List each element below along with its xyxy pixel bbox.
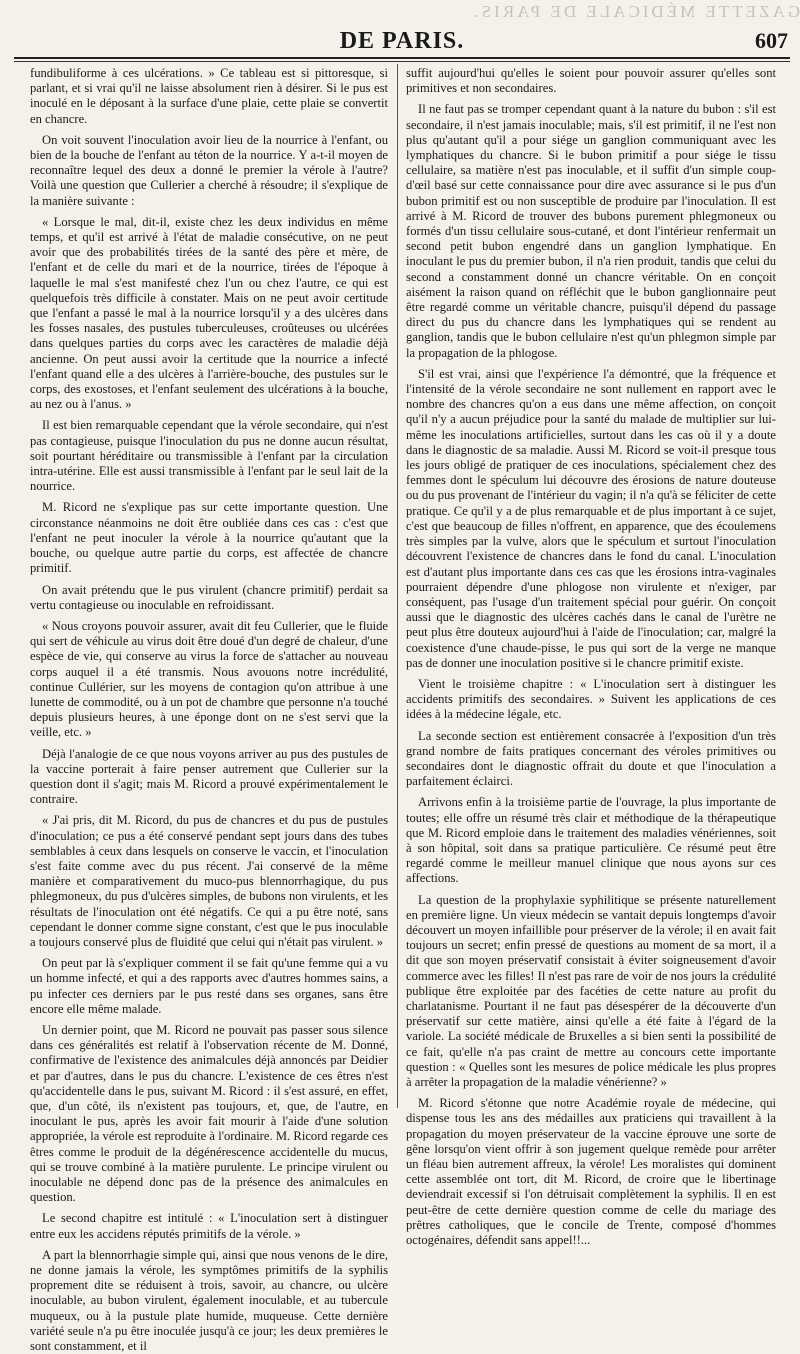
paragraph: La seconde section est entièrement consacrée à l'exposition d'un très grand nombre de faits pratiques concernant des véroles primitives ou secondaires dont le diagnostic offrait du doute et que l'inoculation a parfaitement éclairci.: [406, 728, 776, 789]
header-rule: [14, 57, 790, 59]
paragraph: « J'ai pris, dit M. Ricord, du pus de chancres et du pus de pustules d'inoculation; ce pus a été conservé pendant sept jours dans des tubes semblables à ceux dans lesquels on conserve le vaccin, et l'inoculation s'est faite comme avec du pus récent. J'ai conservé de la même manière et comparativement du muco-pus blennorrhagique, du pus phlegmoneux, du pus d'ulcères simples, de bubons non virulents, et les résultats de l'inoculation ont été négatifs. Ce qui a pu être noté, sans cependant le donner comme signe constant, c'est que le pus inoculable a toujours conservé plus de fluidité que celui qui n'était pas virulent. »: [30, 813, 388, 949]
page-number: 607: [755, 28, 788, 53]
paragraph: Déjà l'analogie de ce que nous voyons arriver au pus des pustules de la vaccine porterait à faire penser autrement que Cullerier sur la question dont il s'agit; mais M. Ricord a prouvé expérimentalement le contraire.: [30, 746, 388, 807]
right-column: [406, 66, 776, 1248]
paragraph: On voit souvent l'inoculation avoir lieu de la nourrice à l'enfant, ou bien de la bouche de l'enfant au téton de la nourrice. Y a-t-il moyen de reconnaître lequel des deux a donné le premier la vérole à l'autre? Voilà une question que Cullerier a cherché à résoudre; il s'explique de la manière suivante :: [30, 132, 388, 208]
paragraph: Arrivons enfin à la troisième partie de l'ouvrage, la plus importante de toutes; elle offre un résumé très clair et méthodique de la thérapeutique que M. Ricord emploie dans le traitement des maladies vénériennes, soit à son hôpital, soit dans sa pratique particulière. Ce résumé peut être regardé comme le meilleur manuel clinique que nous ayons sur ces affections.: [406, 795, 776, 886]
paragraph: « Lorsque le mal, dit-il, existe chez les deux individus en même temps, et qu'il est arrivé à l'état de maladie consécutive, on ne peut avoir que des probabilités tirées de la santé des père et mère, de l'enfant et de celle du mari et de la nourrice, tirées de l'époque à laquelle le mal s'est manifesté chez l'un ou chez l'autre, ce qui est quelquefois très difficile à constater. Mais on ne peut avoir certitude que l'enfant a passé le mal à la nourrice lorsqu'il y a des ulcères dans les fosses nasales, des pustules tuberculeuses, croûteuses ou ulcérées dans quelques parties du corps avec les caractères de maladie déjà ancienne. On peut aussi avoir la certitude que la nourrice a infecté l'enfant quand elle a des ulcères à l'arrière-bouche, des pustules sur le corps, des exostoses, et l'enfant seulement des ulcérations à la bouche, au nez ou à l'anus. »: [30, 214, 388, 412]
paragraph: fundibuliforme à ces ulcérations. » Ce tableau est si pittoresque, si parlant, et si vrai qu'il ne laisse absolument rien à désirer. Si le pus est inoculé en le déposant à la surface d'une plaie, cette plaie se convertit en chancre.: [30, 66, 388, 126]
bleed-through-text: GAZETTE MÉDICALE DE PARIS.: [471, 2, 800, 21]
page-header: [14, 28, 790, 54]
paragraph: On peut par là s'expliquer comment il se fait qu'une femme qui a vu un homme infecté, et qui a des rapports avec d'autres hommes sains, a pu infecter ces derniers par le pus resté dans ses organes, sans être encore elle même malade.: [30, 956, 388, 1016]
paragraph: S'il est vrai, ainsi que l'expérience l'a démontré, que la fréquence et l'intensité de la vérole secondaire ne sont nullement en rapport avec le nombre des chancres qu'on a eus dans une même affection, on conçoit qu'il n'y a aucun préjudice pour la santé du malade de multiplier sur lui-même les inoculations artificielles, surtout dans les cas où il y a doute dans le diagnostic de sa maladie. Aussi M. Ricord se voit-il presque tous les jours obligé de pratiquer de ces inoculations, spécialement chez des femmes dont le spéculum lui découvre des érosions de nature douteuse ou du pus provenant de l'intérieur du vagin; il n'a qu'à se féliciter de cette pratique. Ce qu'il y a de plus remarquable et de plus important à ce sujet, c'est que beaucoup de filles n'offrent, en apparence, que des écoulemens très simples par la vulve, alors que le spéculum et surtout l'inoculation découvrent l'existence de chancres dans le fond du canal. L'inoculation est d'autant plus importante dans ces cas que les érosions intra-vaginales pourraient dépendre d'une phlogose non virulente et n'exiger, par conséquent, pas l'usage d'un traitement spécial pour guérir. On conçoit aussi que le diagnostic des ulcères cachés dans le canal de l'urètre ne peut plus être douteux aujourd'hui à l'aide de l'inoculation; car, malgré la coexistence d'une chaude-pisse, le pus qui sort de la verge ne manque pas de donner une inoculation positive si le chancre primitif existe.: [406, 366, 776, 670]
paragraph: A part la blennorrhagie simple qui, ainsi que nous venons de le dire, ne donne jamais la vérole, les symptômes primitifs de la syphilis proprement dite se réduisent à trois, savoir, au chancre, ou ulcère inoculable, au bubon virulent, également inoculable, et au tubercule muqueux, ou à la pustule plate humide, muqueuse. Cette dernière variété seule n'a pu être inoculée jusqu'à ce jour; les deux premières le sont constamment, et il: [30, 1247, 388, 1354]
paragraph: On avait prétendu que le pus virulent (chancre primitif) perdait sa vertu contagieuse ou inoculable en refroidissant.: [30, 582, 388, 612]
masthead-title: DE PARIS.: [339, 28, 465, 54]
left-column: [30, 66, 388, 1354]
paragraph: Il ne faut pas se tromper cependant quant à la nature du bubon : s'il est secondaire, il n'est jamais inoculable; mais, s'il est primitif, il ne l'est non plus qu'autant qu'il a pour siége un ganglion communiquant avec les lymphatiques du chancre. Si le bubon primitif a pour siége le tissu cellulaire, sa matière n'est pas inoculable, et il suffit d'un simple coup-d'œil basé sur cette connaissance pour dire avec assurance si le pus d'un bubon primitif est ou non susceptible de produire par l'inoculation. Il est arrivé à M. Ricord de trouver des bubons purement phlegmoneux ou formés d'un tissu cellulaire sous-cutané, et dont l'intérieur renfermait un second petit bubon engendré dans un ganglion lymphatique. En inoculant le pus du premier bubon, il n'a rien produit, tandis que celui du second a constamment donné un chancre véritable. On en conçoit aisément la raison quand on réfléchit que le bubon ganglionnaire peut être regardé comme un véritable chancre, puisqu'il dépend du passage direct du pus du chancre dans les lymphatiques qui se rendent au ganglion, tandis que le bubon cellulaire n'est qu'un phlegmon simple par la propagation de la phlogose.: [406, 102, 776, 360]
paragraph: M. Ricord s'étonne que notre Académie royale de médecine, qui dispense tous les ans des médailles aux praticiens qui travaillent à la propagation du moyen préservateur de la vaccine éprouve une sorte de gêne lorsqu'on vient offrir à son jugement quelque remède pour arrêter un fléau bien autrement affreux, la vérole! Les moralistes qui dominent cette assemblée ont tort, dit M. Ricord, de croire que le libertinage deviendrait excessif si l'on détruisait complètement la syphilis. Il en est peut-être de cette dernière question comme de celle du mariage des prêtres catholiques, que le concile de Trente, composé d'hommes octogénaires, défendit sans appel!!...: [406, 1096, 776, 1248]
column-divider: [397, 64, 398, 1108]
paragraph: Il est bien remarquable cependant que la vérole secondaire, qui n'est pas contagieuse, puisque l'inoculation du pus ne donne aucun résultat, soit pourtant héréditaire ou transmissible à l'enfant par la circulation intra-utérine. Elle est aussi transmissible à l'enfant par le seul lait de la nourrice.: [30, 418, 388, 494]
paragraph: M. Ricord ne s'explique pas sur cette importante question. Une circonstance néanmoins ne doit être oubliée dans ces cas : c'est que l'enfant ne peut inoculer la vérole à la nourrice qu'autant que la bouche, ou quelque autre partie du corps, est affectée de chancre primitif.: [30, 500, 388, 576]
paragraph: La question de la prophylaxie syphilitique se présente naturellement en première ligne. Un vieux médecin se vantait depuis longtemps d'avoir découvert un moyen infaillible pour préserver de la vérole; il en avait fait toujours un secret; enfin pressé de questions au moment de sa mort, il a dit que son moyen préservatif consistait à éviter soigneusement d'avoir commerce avec les filles! Il n'est pas rare de voir de nos jours la crédulité publique être exploitée par des facéties de cette nature au profit du charlatanisme. Pourtant il ne faut pas désespérer de la découverte d'un préservatif sur cette matière, ainsi qu'elle a été faite à l'égard de la variole. La société médicale de Bruxelles a si bien senti la possibilité de ce fait, qu'elle n'a pas craint de mettre au concours cette importante question : « Quelles sont les mesures de police médicale les plus propres à arrêter la propagation de la maladie vénérienne? »: [406, 892, 776, 1089]
paragraph: Le second chapitre est intitulé : « L'inoculation sert à distinguer entre eux les accidens réputés primitifs de la vérole. »: [30, 1211, 388, 1241]
paragraph: suffit aujourd'hui qu'elles le soient pour pouvoir assurer qu'elles sont primitives et non secondaires.: [406, 66, 776, 96]
paragraph: « Nous croyons pouvoir assurer, avait dit feu Cullerier, que le fluide qui sert de véhicule au virus doit être doué d'un degré de chaleur, d'une espèce de vie, qui conserve au virus la force de s'attacher au nouveau corps auquel il a été transmis. Nous avouons notre incrédulité, continue Cullérier, sur les moyens de contagion qu'on attribue à une lunette de commodité, ou à un pot de chambre que personne n'a touché depuis plusieurs heures, à une éponge dont on ne s'est servi que la veille, etc. »: [30, 618, 388, 740]
paragraph: Vient le troisième chapitre : « L'inoculation sert à distinguer les accidents primitifs des secondaires. » Suivent les applications de ces idées à la médecine légale, etc.: [406, 676, 776, 722]
paragraph: Un dernier point, que M. Ricord ne pouvait pas passer sous silence dans ces généralités est relatif à l'observation récente de M. Donné, confirmative de l'existence des animalcules déjà annoncés par Deidier et par d'autres, dans le pus du chancre. L'existence de ces êtres n'est qu'accidentelle dans le pus, suivant M. Ricord : il s'est assuré, en effet, que, d'un côté, ils n'existent pas toujours, et, que, de l'autre, en inoculant le pus, après les avoir fait mourir à l'aide d'une solution appropriée, la vérole est reproduite à l'ordinaire. M. Ricord regarde ces êtres comme le produit de la dégénérescence accidentelle du mucus, qui se trouve combiné à la matière purulente. Le principe virulent ou inoculable ne dépend donc pas de la présence des animalcules en question.: [30, 1022, 388, 1205]
header-rule-thin: [14, 61, 790, 62]
